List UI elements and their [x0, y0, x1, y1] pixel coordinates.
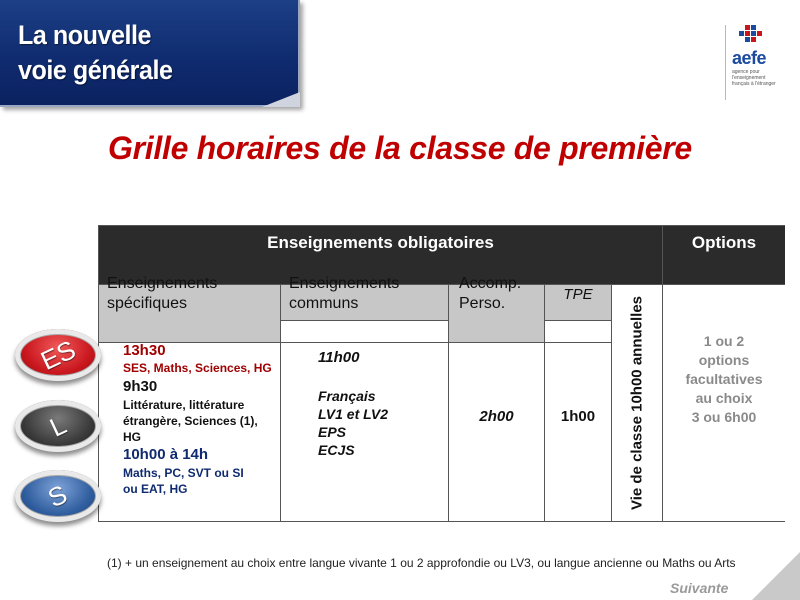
- accomp-content: [449, 343, 545, 522]
- options-line-1: 1 ou 2: [703, 333, 745, 349]
- banner-title-line2: voie générale: [18, 55, 173, 85]
- tpe-spacer: [545, 321, 612, 343]
- page-title: Grille horaires de la classe de première: [108, 130, 692, 166]
- es-button[interactable]: [15, 329, 101, 381]
- s-button-label: S: [43, 478, 72, 513]
- options-line-5: 3 ou 6h00: [691, 409, 757, 425]
- col-common-header: [281, 275, 449, 321]
- footnote: (1) + un enseignement au choix entre langue vivante 1 ou 2 approfondie ou LV3, ou langue ancienne ou Maths ou Arts: [107, 556, 736, 570]
- banner-title: [18, 18, 172, 88]
- common-content: [281, 343, 449, 522]
- common-subject-3: EPS: [318, 424, 347, 440]
- options-line-3: facultatives: [685, 371, 763, 387]
- spec-s-hours: 10h00 à 14h: [123, 446, 209, 463]
- banner-title-line1: La nouvelle: [18, 20, 152, 50]
- header-options-label: Options: [691, 233, 757, 252]
- s-button[interactable]: [15, 470, 101, 522]
- header-obligatoires-label: Enseignements obligatoires: [267, 233, 494, 252]
- tpe-hours: 1h00: [560, 408, 596, 425]
- spec-s-subjects: Maths, PC, SVT ou SI ou EAT, HG: [123, 466, 244, 496]
- col-tpe-header: [545, 285, 612, 321]
- schedule-table: [98, 225, 785, 522]
- common-subject-1: Français: [318, 388, 376, 404]
- col-specific-label: Enseignements spécifiques: [107, 275, 218, 312]
- col-common-label: Enseignements communs: [289, 275, 400, 312]
- specific-content: [99, 343, 281, 522]
- tpe-content: [545, 343, 612, 522]
- options-cell: [663, 285, 785, 522]
- col-common-spacer: [281, 321, 449, 343]
- logo-dots-icon: [736, 25, 768, 47]
- spec-l-hours: 9h30: [123, 378, 158, 395]
- common-hours: 11h00: [318, 349, 360, 366]
- spec-es-subjects: SES, Maths, Sciences, HG: [123, 361, 272, 375]
- l-button[interactable]: [15, 400, 101, 452]
- col-specific-header: [99, 275, 281, 343]
- spec-l-subjects: Littérature, littérature étrangère, Sciences (1), HG: [123, 398, 258, 444]
- l-button-label: L: [44, 408, 71, 443]
- col-accomp-label: Accomp. Perso.: [459, 275, 522, 312]
- logo-subtitle: agence pour l'enseignement français à l'étranger: [732, 69, 776, 87]
- es-button-label: ES: [35, 333, 80, 376]
- common-subject-4: ECJS: [318, 442, 355, 458]
- aefe-logo: [725, 25, 780, 100]
- next-link[interactable]: Suivante: [670, 580, 729, 596]
- col-accomp-header: [449, 275, 545, 343]
- col-tpe-label: TPE: [563, 286, 593, 303]
- title-banner: [0, 0, 300, 107]
- vie-classe-label: Vie de classe 10h00 annuelles: [628, 295, 646, 511]
- accomp-hours: 2h00: [479, 408, 514, 425]
- spec-es-hours: 13h30: [123, 342, 166, 359]
- options-line-2: options: [698, 352, 750, 368]
- page-corner: [752, 552, 800, 600]
- common-subject-2: LV1 et LV2: [318, 406, 389, 422]
- banner-fold: [262, 92, 300, 107]
- vie-classe-cell: [612, 285, 663, 522]
- header-options: [663, 226, 785, 285]
- options-line-4: au choix: [695, 390, 753, 406]
- logo-name: aefe: [732, 48, 767, 68]
